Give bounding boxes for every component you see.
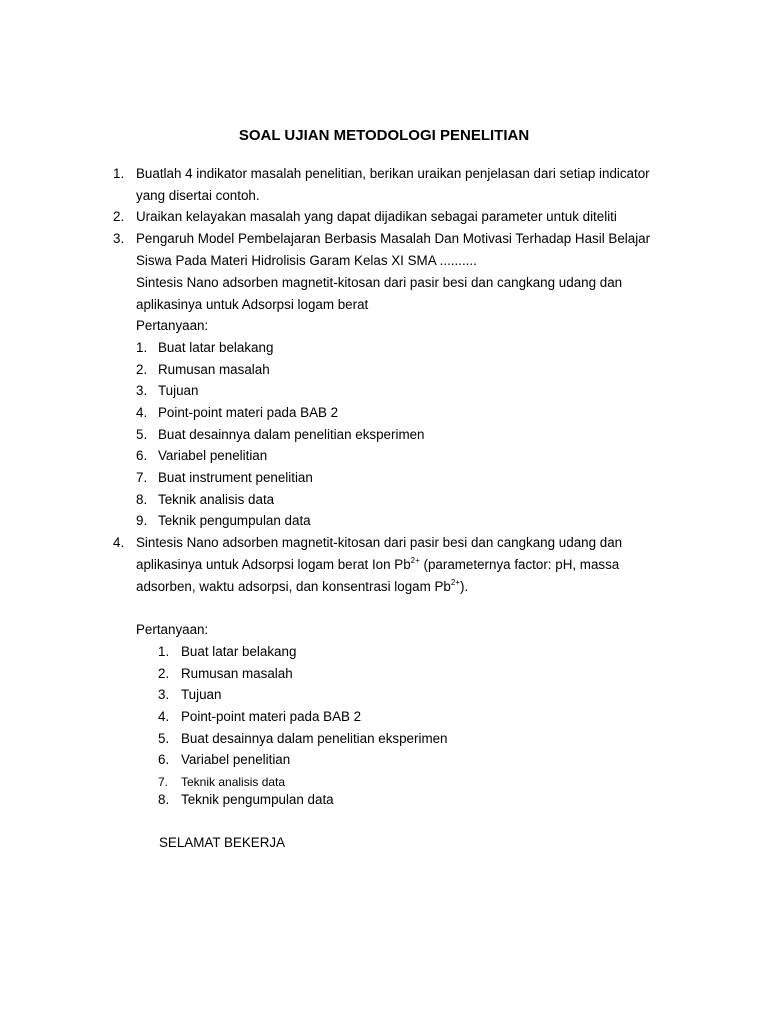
q3-item-text: Buat instrument penelitian [158, 470, 313, 485]
q3-item-text: Point-point materi pada BAB 2 [158, 405, 339, 420]
question-3-number: 3. [113, 231, 125, 246]
superscript: 2+ [450, 578, 460, 587]
question-1-line-2: yang disertai contoh. [136, 188, 260, 203]
q4-item-text: Tujuan [181, 687, 222, 702]
q3-item-text: Buat latar belakang [158, 340, 274, 355]
q4-item-number: 2. [158, 666, 170, 681]
q3-item-text: Rumusan masalah [158, 362, 270, 377]
question-3-line-2: Siswa Pada Materi Hidrolisis Garam Kelas XI SMA .......... [136, 253, 477, 268]
question-4-line-2: aplikasinya untuk Adsorpsi logam berat Ion $Pb^{2+}$ (parameternya factor: pH, massa [136, 556, 620, 572]
q4-item-number: 7. [158, 775, 169, 789]
question-1-line-1: Buatlah 4 indikator masalah penelitian, berikan uraikan penjelasan dari setiap indicator [136, 166, 650, 181]
superscript: 2+ [410, 556, 420, 565]
q3-item-number: 5. [136, 427, 148, 442]
q4-item-number: 1. [158, 644, 170, 659]
q3-item-number: 1. [136, 340, 148, 355]
q4-item-number: 5. [158, 731, 170, 746]
question-1-number: 1. [113, 166, 125, 181]
q3-item-number: 8. [136, 492, 148, 507]
question-3-pertanyaan: Pertanyaan: [136, 318, 209, 333]
q4-item-text: Buat latar belakang [181, 644, 297, 659]
q3-item-number: 2. [136, 362, 148, 377]
q3-item-text: Buat desainnya dalam penelitian eksperimen [158, 427, 425, 442]
q3-item-text: Teknik pengumpulan data [158, 513, 311, 528]
question-3-line-4: aplikasinya untuk Adsorpsi logam berat [136, 297, 369, 312]
q3-item-number: 6. [136, 448, 148, 463]
question-2-number: 2. [113, 209, 125, 224]
q4-item-number: 6. [158, 752, 170, 767]
question-4-line-1: Sintesis Nano adsorben magnetit-kitosan dari pasir besi dan cangkang udang dan [136, 535, 623, 550]
q3-item-text: Teknik analisis data [158, 492, 275, 507]
question-4-pertanyaan: Pertanyaan: [136, 622, 209, 637]
q4-item-text: Buat desainnya dalam penelitian eksperimen [181, 731, 448, 746]
q3-item-number: 3. [136, 383, 148, 398]
q4-item-text: Teknik analisis data [181, 775, 286, 789]
q4-item-number: 3. [158, 687, 170, 702]
closing-text: SELAMAT BEKERJA [159, 835, 286, 850]
q4-item-text: Variabel penelitian [181, 752, 291, 767]
q3-item-number: 9. [136, 513, 148, 528]
q3-item-number: 4. [136, 405, 148, 420]
q4-item-number: 8. [158, 792, 170, 807]
q4-item-text: Point-point materi pada BAB 2 [181, 709, 362, 724]
q3-item-number: 7. [136, 470, 148, 485]
document-title: SOAL UJIAN METODOLOGI PENELITIAN [238, 127, 530, 144]
q4-item-text: Rumusan masalah [181, 666, 293, 681]
question-3-line-3: Sintesis Nano adsorben magnetit-kitosan dari pasir besi dan cangkang udang dan [136, 275, 623, 290]
question-4-number: 4. [113, 535, 125, 550]
question-4-line-3: adsorben, waktu adsorpsi, dan konsentrasi logam $Pb^{2+}$). [136, 578, 469, 594]
q4-item-number: 4. [158, 709, 170, 724]
q3-item-text: Variabel penelitian [158, 448, 268, 463]
question-3-line-1: Pengaruh Model Pembelajaran Berbasis Masalah Dan Motivasi Terhadap Hasil Belajar [136, 231, 651, 246]
q3-item-text: Tujuan [158, 383, 199, 398]
question-2-line-1: Uraikan kelayakan masalah yang dapat dijadikan sebagai parameter untuk diteliti [136, 209, 617, 224]
q4-item-text: Teknik pengumpulan data [181, 792, 334, 807]
